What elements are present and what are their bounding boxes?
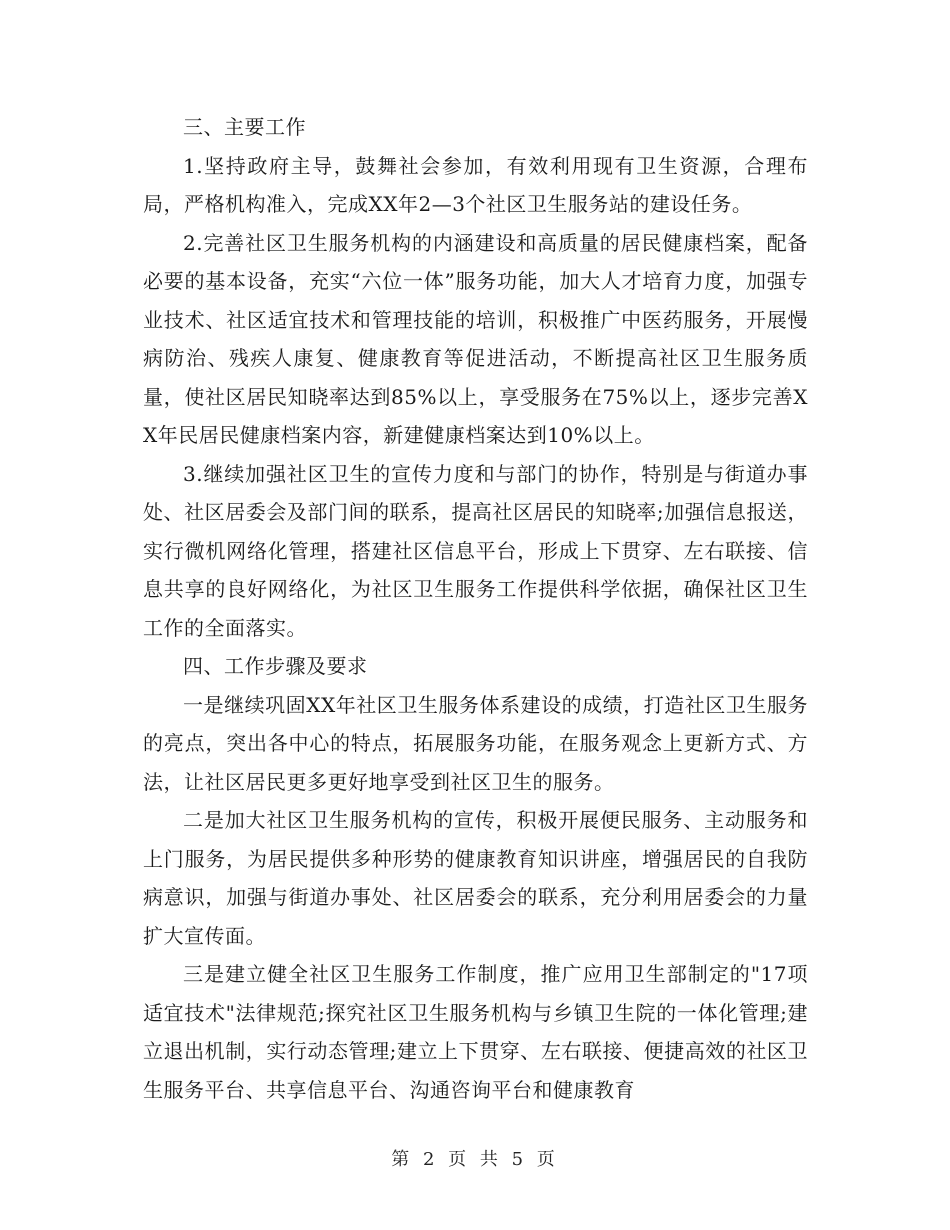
section-heading-work-steps: 四、工作步骤及要求 — [183, 654, 368, 678]
page-number-footer: 第 2 页 共 5 页 — [391, 1149, 559, 1170]
paragraph-item-1: 1.坚持政府主导，鼓舞社会参加，有效利用现有卫生资源，合理布局，严格机构准入，完成XX年2—3个社区卫生服务站的建设任务。 — [143, 153, 808, 216]
paragraph-item-3: 3.继续加强社区卫生的宣传力度和与部门的协作，特别是与街道办事处、社区居委会及部门间的联系，提高社区居民的知晓率;加强信息报送，实行微机网络化管理，搭建社区信息平台，形成上下贯穿、左右联接、信息共享的良好网络化，为社区卫生服务工作提供科学依据，确保社区卫生工作的全面落实。 — [143, 461, 808, 640]
paragraph-step-1: 一是继续巩固XX年社区卫生服务体系建设的成绩，打造社区卫生服务的亮点，突出各中心的特点，拓展服务功能，在服务观念上更新方式、方法，让社区居民更多更好地享受到社区卫生的服务。 — [143, 692, 808, 794]
paragraph-item-2: 2.完善社区卫生服务机构的内涵建设和高质量的居民健康档案，配备必要的基本设备，充实“六位一体”服务功能，加大人才培育力度，加强专业技术、社区适宜技术和管理技能的培训，积极推广中医药服务，开展慢病防治、残疾人康复、健康教育等促进活动，不断提高社区卫生服务质量，使社区居民知晓率达到85%以上，享受服务在75%以上，逐步完善XX年民居民健康档案内容，新建健康档案达到10%以上。 — [143, 230, 808, 447]
paragraph-step-3: 三是建立健全社区卫生服务工作制度，推广应用卫生部制定的"17项适宜技术"法律规范;探究社区卫生服务机构与乡镇卫生院的一体化管理;建立退出机制，实行动态管理;建立上下贯穿、左右联接、便捷高效的社区卫生服务平台、共享信息平台、沟通咨询平台和健康教育 — [143, 962, 808, 1102]
section-heading-main-work: 三、主要工作 — [183, 115, 306, 139]
paragraph-step-2: 二是加大社区卫生服务机构的宣传，积极开展便民服务、主动服务和上门服务，为居民提供多种形势的健康教育知识讲座，增强居民的自我防病意识，加强与街道办事处、社区居委会的联系，充分利用居委会的力量扩大宣传面。 — [143, 808, 808, 948]
document-body — [143, 108, 808, 1109]
